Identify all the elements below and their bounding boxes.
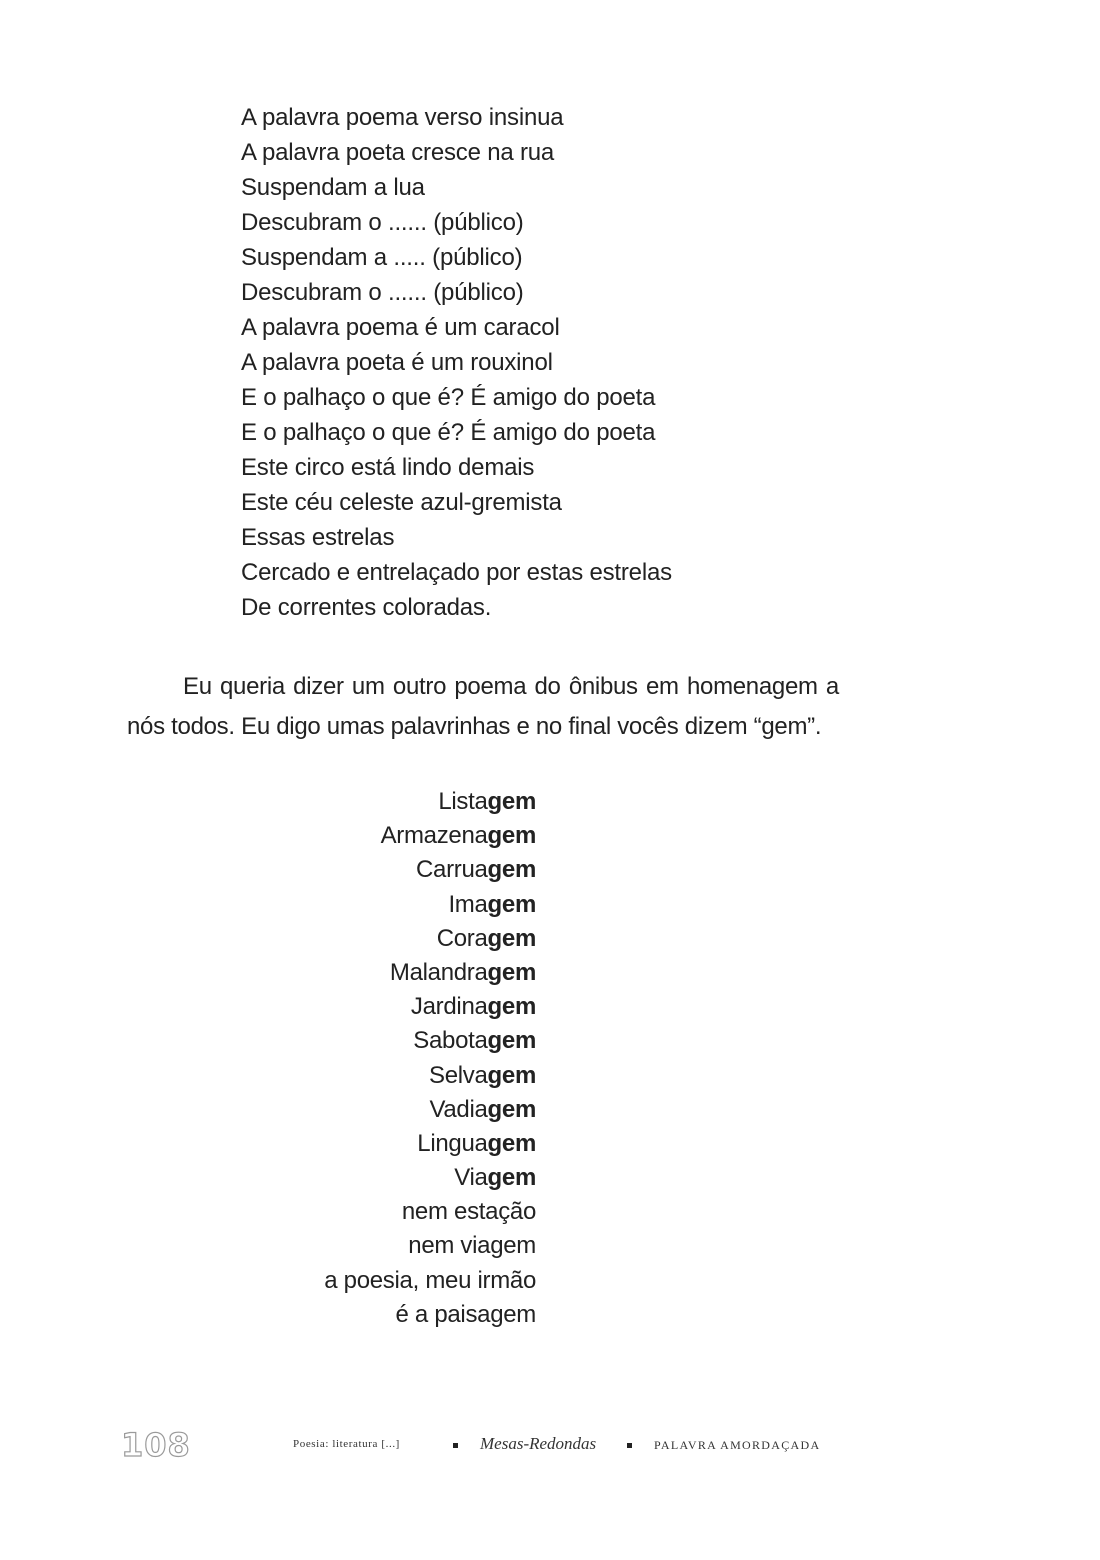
- word-stem: Jardina: [410, 993, 488, 1021]
- poem-line: Cercado e entrelaçado por estas estrelas: [241, 559, 672, 586]
- gem-word: [200, 1127, 536, 1161]
- footer-book-title: Poesia: literatura [...]: [293, 1438, 400, 1450]
- word-suffix: gem: [487, 890, 536, 918]
- poem-line: A palavra poema é um caracol: [241, 314, 560, 341]
- word-suffix: gem: [487, 924, 536, 952]
- poem-line: A palavra poeta é um rouxinol: [241, 349, 553, 376]
- gem-word: [200, 819, 536, 853]
- gem-word: [200, 1161, 536, 1195]
- word-stem: Malandra: [389, 958, 488, 986]
- word-suffix: gem: [487, 822, 536, 850]
- poem-line: Este circo está lindo demais: [241, 454, 535, 481]
- poem-line: A palavra poeta cresce na rua: [241, 139, 555, 166]
- word-suffix: gem: [487, 1027, 536, 1055]
- word-stem: Cora: [436, 924, 488, 952]
- word-suffix: gem: [487, 856, 536, 884]
- word-stem: Sabota: [413, 1027, 488, 1055]
- word-suffix: gem: [487, 958, 536, 986]
- gem-word: [200, 1093, 536, 1127]
- footer-bullet: [453, 1443, 458, 1448]
- word-suffix: gem: [487, 1095, 536, 1123]
- gem-word: [200, 1024, 536, 1058]
- closing-line: a poesia, meu irmão: [324, 1266, 536, 1294]
- gem-word: [200, 888, 536, 922]
- poem-line: Suspendam a lua: [241, 174, 425, 201]
- poem-line: E o palhaço o que é? É amigo do poeta: [241, 384, 656, 411]
- closing-line: é a paisagem: [395, 1300, 536, 1328]
- footer-bullet: [627, 1443, 632, 1448]
- word-stem: Via: [454, 1164, 488, 1192]
- word-stem: Armazena: [380, 822, 488, 850]
- poem-line: Essas estrelas: [241, 524, 395, 551]
- word-stem: Vadia: [429, 1095, 488, 1123]
- gem-word: [200, 853, 536, 887]
- gem-word: [200, 922, 536, 956]
- page-number: 108: [121, 1426, 191, 1464]
- page-footer: [0, 1425, 1100, 1465]
- poem-line: Descubram o ...... (público): [241, 209, 524, 236]
- poem-line: E o palhaço o que é? É amigo do poeta: [241, 419, 656, 446]
- word-stem: Lista: [438, 788, 488, 815]
- word-suffix: gem: [487, 993, 536, 1021]
- word-stem: Ima: [448, 890, 488, 918]
- poem-line: A palavra poema verso insinua: [241, 104, 564, 131]
- gem-word: [200, 956, 536, 990]
- gem-word: [200, 785, 536, 819]
- word-suffix: gem: [487, 1061, 536, 1089]
- gem-poem: [200, 785, 536, 1332]
- closing-line: nem viagem: [408, 1232, 536, 1260]
- word-stem: Selva: [429, 1061, 488, 1089]
- word-stem: Lingua: [417, 1129, 488, 1157]
- footer-section: Mesas-Redondas: [480, 1434, 597, 1453]
- poem-line: Este céu celeste azul-gremista: [241, 489, 562, 516]
- gem-word: [200, 990, 536, 1024]
- word-suffix: gem: [487, 788, 536, 815]
- closing-line: nem estação: [401, 1198, 536, 1226]
- poem-line: De correntes coloradas.: [241, 594, 492, 621]
- poem-stanza: [241, 100, 841, 625]
- word-suffix: gem: [487, 1164, 536, 1192]
- footer-chapter: PALAVRA AMORDAÇADA: [654, 1438, 821, 1452]
- gem-word: [200, 1059, 536, 1093]
- word-suffix: gem: [487, 1129, 536, 1157]
- poem-line: Suspendam a ..... (público): [241, 244, 523, 271]
- prose-paragraph: Eu queria dizer um outro poema do ônibus em homenagem a nós todos. Eu digo umas palavrinhas e no final vocês dizem “gem”.: [127, 673, 839, 740]
- poem-line: Descubram o ...... (público): [241, 279, 524, 306]
- word-stem: Carrua: [415, 856, 488, 884]
